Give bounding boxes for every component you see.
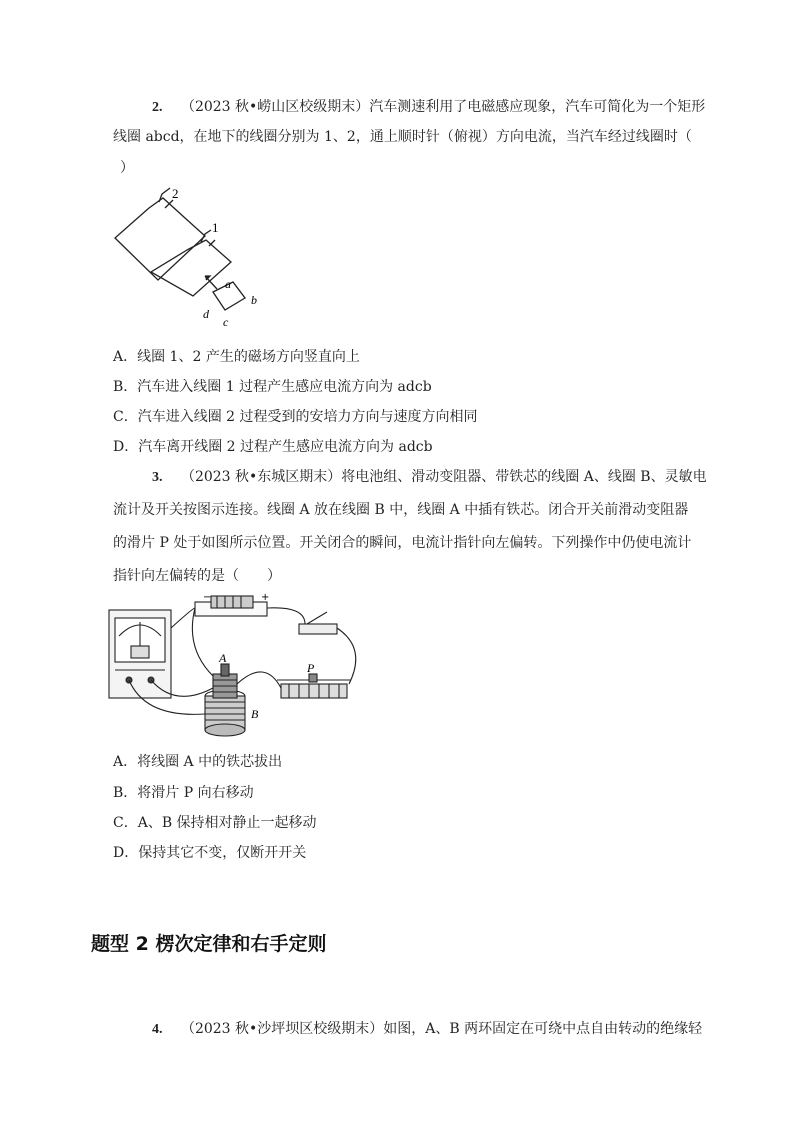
- label-coil-a: A: [219, 651, 227, 665]
- label-coil-b: B: [251, 707, 259, 721]
- question-text: （2023 秋•沙坪坝区校级期末）如图，A、B 两环固定在可绕中点自由转动的绝缘轻: [180, 1021, 703, 1037]
- question-3-line-1: [152, 467, 707, 488]
- switch: [299, 624, 337, 634]
- question-2-line-2: 线圈 abcd，在地下的线圈分别为 1、2，通上顺时针（俯视）方向电流，当汽车经过线圈时（: [113, 129, 692, 145]
- question-2-line-1: [152, 97, 705, 118]
- question-3-line-3: 的滑片 P 处于如图所示位置。开关闭合的瞬间，电流计指针向左偏转。下列操作中仍使电流计: [113, 535, 692, 551]
- label-plus: +: [261, 592, 270, 603]
- question-number: 2.: [152, 100, 163, 115]
- coil-1-label: 1: [212, 220, 219, 235]
- iron-core: [221, 664, 229, 676]
- question-text: （2023 秋•崂山区校级期末）汽车测速利用了电磁感应现象，汽车可简化为一个矩形: [180, 99, 706, 115]
- question-4-line-1: [152, 1019, 702, 1040]
- coil-diagram: [105, 180, 285, 340]
- q3-option-a: A．将线圈 A 中的铁芯拔出: [113, 754, 283, 770]
- q2-option-b: B．汽车进入线圈 1 过程产生感应电流方向为 adcb: [113, 379, 432, 395]
- label-d: d: [203, 307, 209, 321]
- question-3-line-2: 流计及开关按图示连接。线圈 A 放在线圈 B 中，线圈 A 中插有铁芯。闭合开关前滑动变阻器: [113, 502, 689, 518]
- question-number: 4.: [152, 1022, 163, 1037]
- q3-option-c: C．A、B 保持相对静止一起移动: [113, 815, 317, 831]
- label-c: c: [223, 315, 229, 329]
- q2-option-a: A．线圈 1、2 产生的磁场方向竖直向上: [113, 349, 360, 365]
- label-minus: −: [203, 592, 212, 603]
- question-number: 3.: [152, 470, 163, 485]
- q2-option-d: D．汽车离开线圈 2 过程产生感应电流方向为 adcb: [113, 439, 433, 455]
- question-text: （2023 秋•东城区期末）将电池组、滑动变阻器、带铁芯的线圈 A、线圈 B、灵敏电: [180, 469, 707, 485]
- question-2-line-3: ）: [120, 160, 134, 176]
- circuit-apparatus-figure: [105, 588, 375, 740]
- label-slider-p: P: [307, 661, 315, 675]
- q3-option-b: B．将滑片 P 向右移动: [113, 785, 254, 801]
- label-a: a: [225, 277, 231, 291]
- q3-option-d: D．保持其它不变，仅断开开关: [113, 845, 307, 861]
- coil-2-shape: [115, 198, 205, 280]
- label-b: b: [251, 293, 257, 307]
- q2-option-c: C．汽车进入线圈 2 过程受到的安培力方向与速度方向相同: [113, 409, 478, 425]
- section-heading: 题型 2 楞次定律和右手定则: [91, 933, 327, 955]
- question-3-line-4: 指针向左偏转的是（ ）: [113, 568, 281, 584]
- coil-2-label: 2: [172, 186, 179, 201]
- coil-1-shape: [151, 240, 231, 296]
- rheostat: [281, 684, 347, 698]
